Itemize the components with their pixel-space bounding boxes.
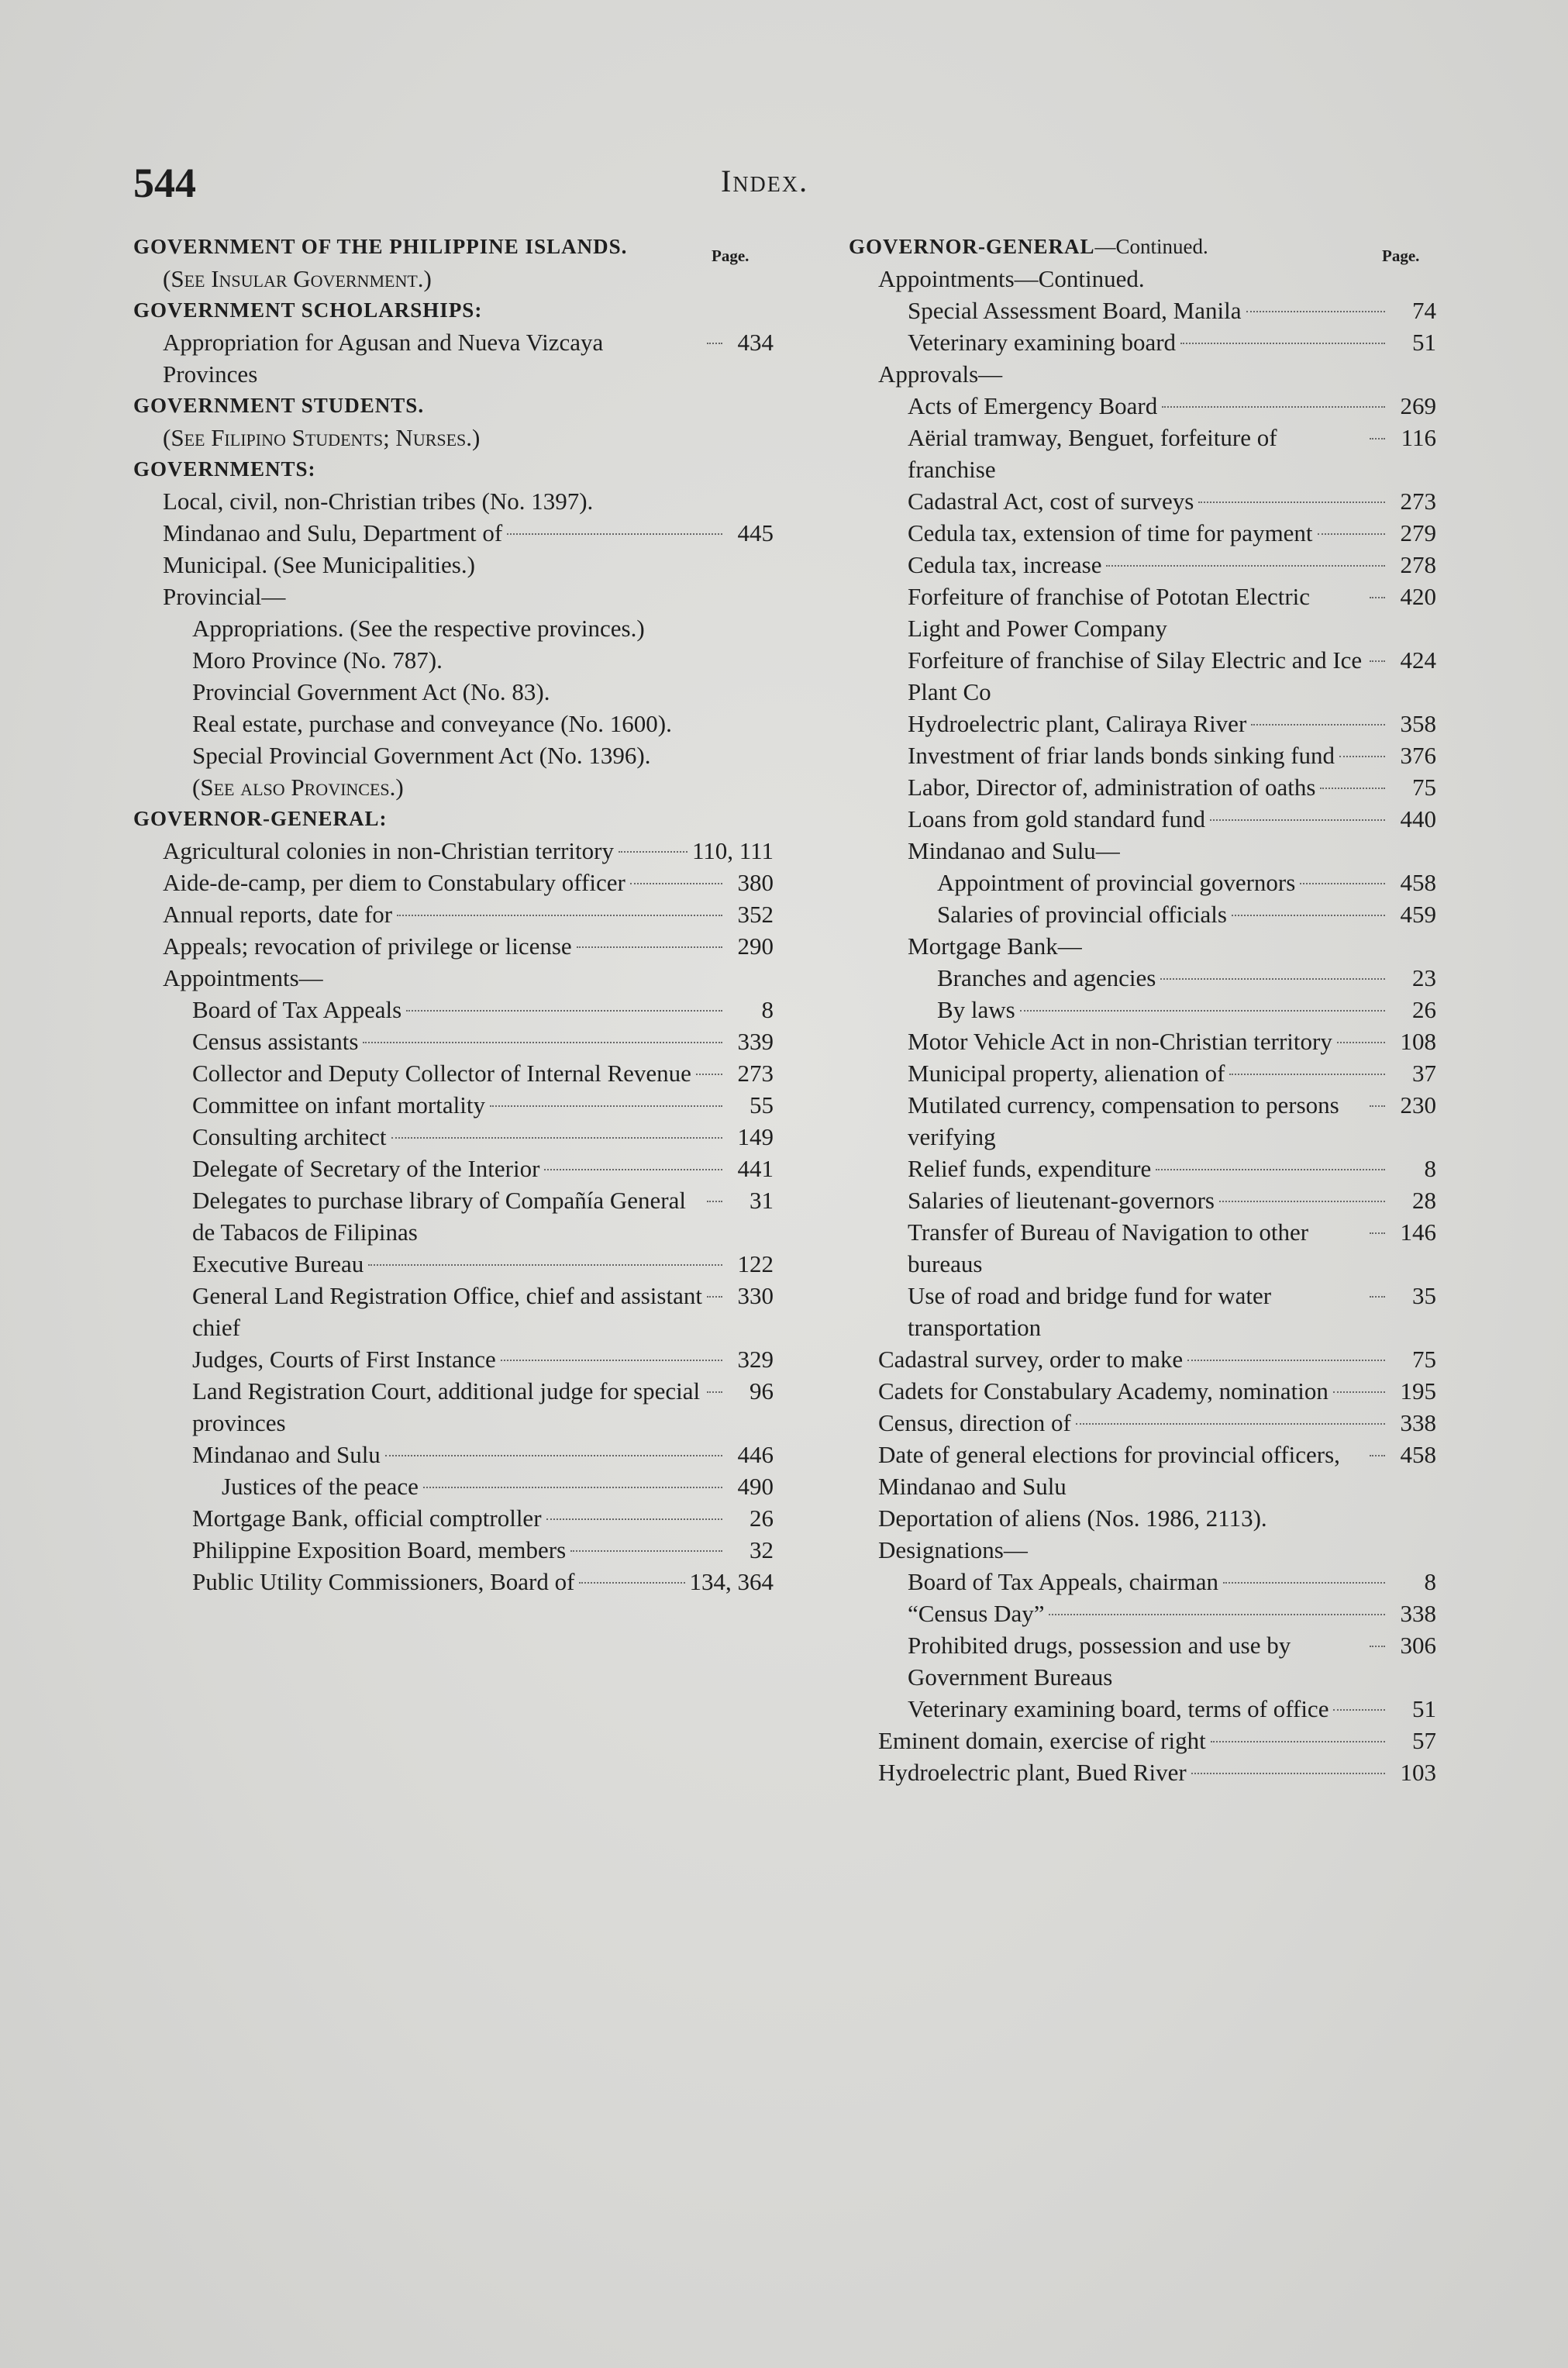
index-entry bbox=[133, 1121, 774, 1153]
dot-leader bbox=[1370, 1455, 1385, 1456]
page-ref: 51 bbox=[1412, 329, 1436, 356]
dot-leader bbox=[1162, 406, 1385, 408]
page-ref: 440 bbox=[1400, 805, 1436, 832]
entry-text: Mindanao and Sulu, Department of bbox=[163, 519, 503, 546]
dot-leader bbox=[1370, 1296, 1385, 1298]
page-ref: 273 bbox=[1400, 488, 1436, 515]
index-entry bbox=[849, 295, 1436, 326]
page-ref: 279 bbox=[1400, 519, 1436, 546]
page-ref: 338 bbox=[1400, 1409, 1436, 1436]
dot-leader bbox=[707, 343, 722, 344]
index-entry bbox=[133, 771, 774, 803]
page-number: 544 bbox=[133, 160, 196, 206]
page-ref: 55 bbox=[750, 1091, 774, 1119]
entry-text: Census assistants bbox=[192, 1028, 359, 1055]
page-ref: 420 bbox=[1400, 583, 1436, 610]
dot-leader bbox=[1246, 311, 1386, 312]
index-entry bbox=[849, 1756, 1436, 1788]
dot-leader bbox=[363, 1042, 722, 1043]
index-entry bbox=[849, 231, 1436, 263]
dot-leader bbox=[1333, 1709, 1385, 1711]
entry-text: Real estate, purchase and conveyance (No. 1600). bbox=[192, 710, 672, 737]
entry-text: Forfeiture of franchise of Pototan Electric Light and Power Company bbox=[908, 583, 1311, 642]
entry-text: Aide-de-camp, per diem to Constabulary officer bbox=[163, 869, 625, 896]
entry-text: Cadastral Act, cost of surveys bbox=[908, 488, 1194, 515]
index-entry bbox=[133, 803, 774, 835]
entry-text: “Census Day” bbox=[908, 1600, 1045, 1627]
index-entry bbox=[133, 1280, 774, 1343]
index-entry bbox=[133, 1025, 774, 1057]
entry-text: Delegates to purchase library of Compañía General de Tabacos de Filipinas bbox=[192, 1187, 686, 1246]
page-ref: 31 bbox=[750, 1187, 774, 1214]
entry-text: Loans from gold standard fund bbox=[908, 805, 1205, 832]
index-entry bbox=[849, 1566, 1436, 1598]
dot-leader bbox=[707, 1391, 722, 1393]
entry-text: Deportation of aliens (Nos. 1986, 2113). bbox=[878, 1505, 1267, 1532]
dot-leader bbox=[577, 946, 722, 948]
index-entry bbox=[849, 867, 1436, 898]
entry-text: Forfeiture of franchise of Silay Electric and Ice Plant Co bbox=[908, 646, 1363, 705]
page-ref: 8 bbox=[1424, 1568, 1436, 1595]
page-ref: 23 bbox=[1412, 964, 1436, 991]
entry-text: Committee on infant mortality bbox=[192, 1091, 485, 1119]
entry-text: Agricultural colonies in non-Christian territory bbox=[163, 837, 614, 864]
entry-text: Motor Vehicle Act in non-Christian territory bbox=[908, 1028, 1332, 1055]
right-column bbox=[849, 231, 1436, 1788]
index-entry bbox=[849, 1153, 1436, 1184]
entry-text: Delegate of Secretary of the Interior bbox=[192, 1155, 540, 1182]
entry-text: Public Utility Commissioners, Board of bbox=[192, 1568, 575, 1595]
entry-text: Judges, Courts of First Instance bbox=[192, 1346, 496, 1373]
page-ref: 96 bbox=[750, 1377, 774, 1405]
dot-leader bbox=[1187, 1360, 1385, 1361]
index-entry bbox=[133, 326, 774, 390]
index-entry bbox=[849, 771, 1436, 803]
dot-leader bbox=[1180, 343, 1385, 344]
entry-text: Veterinary examining board, terms of office bbox=[908, 1695, 1329, 1722]
entry-text: GOVERNMENT OF THE PHILIPPINE ISLANDS. bbox=[133, 235, 628, 258]
entry-text: Relief funds, expenditure bbox=[908, 1155, 1152, 1182]
dot-leader bbox=[1370, 660, 1385, 662]
right-page-label: Page. bbox=[1382, 246, 1420, 265]
entry-text: GOVERNOR-GENERAL: bbox=[133, 807, 388, 830]
index-entry bbox=[133, 930, 774, 962]
dot-leader bbox=[1210, 819, 1385, 821]
dot-leader bbox=[1251, 724, 1385, 726]
entry-text: Provincial— bbox=[163, 583, 286, 610]
index-entry bbox=[849, 1343, 1436, 1375]
entry-text: Board of Tax Appeals bbox=[192, 996, 402, 1023]
entry-text: Cedula tax, extension of time for payment bbox=[908, 519, 1313, 546]
dot-leader bbox=[1191, 1773, 1385, 1774]
entry-text: Prohibited drugs, possession and use by Government Bureaus bbox=[908, 1632, 1291, 1691]
index-entry bbox=[133, 1153, 774, 1184]
dot-leader bbox=[1198, 502, 1385, 503]
dot-leader bbox=[1160, 978, 1385, 980]
entry-text: Salaries of provincial officials bbox=[937, 901, 1227, 928]
index-entry bbox=[849, 1407, 1436, 1439]
left-column bbox=[133, 231, 774, 1598]
index-entry bbox=[133, 962, 774, 994]
index-entry bbox=[849, 1025, 1436, 1057]
index-entry bbox=[849, 930, 1436, 962]
entry-continued: —Continued. bbox=[1094, 235, 1208, 258]
entry-text: (See Filipino Students; Nurses.) bbox=[163, 424, 481, 451]
page-ref: 103 bbox=[1400, 1759, 1436, 1786]
page-ref: 122 bbox=[737, 1250, 774, 1277]
index-entry bbox=[133, 549, 774, 581]
entry-text: Special Provincial Government Act (No. 1396). bbox=[192, 742, 651, 769]
index-entry bbox=[849, 898, 1436, 930]
page-ref: 458 bbox=[1400, 869, 1436, 896]
index-entry bbox=[133, 867, 774, 898]
index-entry bbox=[849, 962, 1436, 994]
page-ref: 330 bbox=[737, 1282, 774, 1309]
page-ref: 358 bbox=[1400, 710, 1436, 737]
dot-leader bbox=[501, 1360, 722, 1361]
page-ref: 26 bbox=[1412, 996, 1436, 1023]
page-ref: 134, 364 bbox=[689, 1568, 774, 1595]
page-ref: 273 bbox=[737, 1060, 774, 1087]
index-entry bbox=[133, 739, 774, 771]
index-entry bbox=[133, 676, 774, 708]
index-entry bbox=[849, 1534, 1436, 1566]
index-entry bbox=[849, 1629, 1436, 1693]
dot-leader bbox=[1370, 597, 1385, 598]
page-ref: 75 bbox=[1412, 774, 1436, 801]
index-entry bbox=[849, 1693, 1436, 1725]
page-ref: 57 bbox=[1412, 1727, 1436, 1754]
dot-leader bbox=[1339, 756, 1385, 757]
index-entry bbox=[849, 517, 1436, 549]
entry-text: Mortgage Bank— bbox=[908, 932, 1082, 960]
page-ref: 278 bbox=[1400, 551, 1436, 578]
page-ref: 434 bbox=[737, 329, 774, 356]
page-ref: 8 bbox=[761, 996, 774, 1023]
index-entry bbox=[849, 1439, 1436, 1502]
entry-text: Appointment of provincial governors bbox=[937, 869, 1296, 896]
entry-text: Cadets for Constabulary Academy, nomination bbox=[878, 1377, 1328, 1405]
dot-leader bbox=[1320, 788, 1385, 789]
entry-text: Appropriations. (See the respective provinces.) bbox=[192, 615, 645, 642]
index-entry bbox=[133, 1248, 774, 1280]
index-entry bbox=[133, 453, 774, 485]
index-entry bbox=[133, 581, 774, 612]
entry-text: Veterinary examining board bbox=[908, 329, 1177, 356]
dot-leader bbox=[630, 883, 722, 884]
entry-text: Branches and agencies bbox=[937, 964, 1156, 991]
dot-leader bbox=[385, 1455, 722, 1456]
entry-text: Cedula tax, increase bbox=[908, 551, 1102, 578]
entry-text: Land Registration Court, additional judge for special provinces bbox=[192, 1377, 701, 1436]
index-entry bbox=[849, 1598, 1436, 1629]
entry-text: Special Assessment Board, Manila bbox=[908, 297, 1242, 324]
index-entry bbox=[849, 708, 1436, 739]
page-ref: 75 bbox=[1412, 1346, 1436, 1373]
dot-leader bbox=[1370, 1646, 1385, 1647]
page-ref: 269 bbox=[1400, 392, 1436, 419]
page-ref: 445 bbox=[737, 519, 774, 546]
index-entry bbox=[133, 485, 774, 517]
dot-leader bbox=[507, 533, 722, 535]
page-ref: 74 bbox=[1412, 297, 1436, 324]
page-ref: 230 bbox=[1400, 1091, 1436, 1119]
dot-leader bbox=[707, 1201, 722, 1202]
index-entry bbox=[133, 708, 774, 739]
dot-leader bbox=[391, 1137, 722, 1139]
entry-text: Date of general elections for provincial officers, Mindanao and Sulu bbox=[878, 1441, 1340, 1500]
entry-text: Moro Province (No. 787). bbox=[192, 646, 443, 674]
dot-leader bbox=[1232, 915, 1385, 916]
index-entry bbox=[849, 1057, 1436, 1089]
entry-text: GOVERNMENT STUDENTS. bbox=[133, 394, 425, 417]
entry-text: Designations— bbox=[878, 1536, 1028, 1563]
dot-leader bbox=[696, 1074, 722, 1075]
page-ref: 51 bbox=[1412, 1695, 1436, 1722]
page-ref: 306 bbox=[1400, 1632, 1436, 1659]
entry-text: Cadastral survey, order to make bbox=[878, 1346, 1184, 1373]
entry-text: Appeals; revocation of privilege or license bbox=[163, 932, 572, 960]
index-entry bbox=[849, 1375, 1436, 1407]
dot-leader bbox=[1223, 1582, 1385, 1584]
index-entry bbox=[133, 644, 774, 676]
page-ref: 195 bbox=[1400, 1377, 1436, 1405]
entry-text: Appointments—Continued. bbox=[878, 265, 1145, 292]
index-entry bbox=[849, 549, 1436, 581]
dot-leader bbox=[1229, 1074, 1385, 1075]
page-ref: 28 bbox=[1412, 1187, 1436, 1214]
dot-leader bbox=[1076, 1423, 1385, 1425]
left-page-label: Page. bbox=[712, 246, 750, 265]
page-ref: 424 bbox=[1400, 646, 1436, 674]
index-entry bbox=[849, 994, 1436, 1025]
entry-text: Acts of Emergency Board bbox=[908, 392, 1158, 419]
index-entry bbox=[133, 1502, 774, 1534]
page-ref: 459 bbox=[1400, 901, 1436, 928]
dot-leader bbox=[1337, 1042, 1385, 1043]
entry-text: Mutilated currency, compensation to persons verifying bbox=[908, 1091, 1339, 1150]
index-entry bbox=[849, 422, 1436, 485]
dot-leader bbox=[546, 1518, 722, 1520]
dot-leader bbox=[579, 1582, 684, 1584]
dot-leader bbox=[1106, 565, 1385, 567]
page-ref: 380 bbox=[737, 869, 774, 896]
dot-leader bbox=[1020, 1010, 1385, 1012]
index-entry bbox=[133, 422, 774, 453]
page-ref: 35 bbox=[1412, 1282, 1436, 1309]
index-entry bbox=[133, 898, 774, 930]
dot-leader bbox=[707, 1296, 722, 1298]
entry-text: Justices of the peace bbox=[222, 1473, 419, 1500]
entry-text: Board of Tax Appeals, chairman bbox=[908, 1568, 1219, 1595]
page-ref: 37 bbox=[1412, 1060, 1436, 1087]
index-entry bbox=[849, 644, 1436, 708]
index-entry bbox=[849, 485, 1436, 517]
dot-leader bbox=[570, 1550, 722, 1552]
page-ref: 146 bbox=[1400, 1218, 1436, 1246]
index-entry bbox=[849, 835, 1436, 867]
dot-leader bbox=[619, 851, 688, 853]
page-ref: 490 bbox=[737, 1473, 774, 1500]
entry-text: Aërial tramway, Benguet, forfeiture of franchise bbox=[908, 424, 1277, 483]
index-entry bbox=[133, 612, 774, 644]
index-entry bbox=[133, 1057, 774, 1089]
entry-text: Census, direction of bbox=[878, 1409, 1071, 1436]
page-ref: 8 bbox=[1424, 1155, 1436, 1182]
page-ref: 329 bbox=[737, 1346, 774, 1373]
dot-leader bbox=[368, 1264, 722, 1266]
dot-leader bbox=[490, 1105, 722, 1107]
index-entry bbox=[133, 263, 774, 295]
entry-text: Mindanao and Sulu— bbox=[908, 837, 1120, 864]
page-ref: 116 bbox=[1401, 424, 1436, 451]
index-entry bbox=[133, 994, 774, 1025]
page-ref: 32 bbox=[750, 1536, 774, 1563]
entry-text: (See Insular Government.) bbox=[163, 265, 432, 292]
page-ref: 110, 111 bbox=[691, 837, 774, 864]
index-entry bbox=[849, 739, 1436, 771]
index-entry bbox=[133, 1566, 774, 1598]
index-entry bbox=[849, 803, 1436, 835]
dot-leader bbox=[1333, 1391, 1385, 1393]
index-entry bbox=[133, 1470, 774, 1502]
entry-text bbox=[849, 231, 1208, 263]
index-entry bbox=[133, 390, 774, 422]
entry-text: Eminent domain, exercise of right bbox=[878, 1727, 1206, 1754]
entry-text: Hydroelectric plant, Bued River bbox=[878, 1759, 1187, 1786]
index-entry bbox=[133, 295, 774, 326]
entry-text: (See also Provinces.) bbox=[192, 774, 404, 801]
page-ref: 376 bbox=[1400, 742, 1436, 769]
entry-text: General Land Registration Office, chief and assistant chief bbox=[192, 1282, 702, 1341]
page-ref: 339 bbox=[737, 1028, 774, 1055]
entry-text: GOVERNMENTS: bbox=[133, 457, 316, 481]
dot-leader bbox=[1318, 533, 1385, 535]
index-entry bbox=[133, 835, 774, 867]
index-entry bbox=[133, 1375, 774, 1439]
entry-text: Mindanao and Sulu bbox=[192, 1441, 381, 1468]
entry-text: Use of road and bridge fund for water transportation bbox=[908, 1282, 1272, 1341]
entry-text: Appointments— bbox=[163, 964, 323, 991]
page-ref: 26 bbox=[750, 1505, 774, 1532]
entry-text: By laws bbox=[937, 996, 1015, 1023]
entry-text: Consulting architect bbox=[192, 1123, 387, 1150]
dot-leader bbox=[397, 915, 722, 916]
index-entry bbox=[133, 1534, 774, 1566]
page-ref: 290 bbox=[737, 932, 774, 960]
entry-text: Investment of friar lands bonds sinking fund bbox=[908, 742, 1335, 769]
dot-leader bbox=[1370, 1105, 1385, 1107]
dot-leader bbox=[1370, 438, 1385, 439]
entry-text: Executive Bureau bbox=[192, 1250, 364, 1277]
page-ref: 441 bbox=[737, 1155, 774, 1182]
dot-leader bbox=[1156, 1169, 1385, 1170]
index-entry bbox=[133, 231, 774, 263]
index-entry bbox=[133, 1184, 774, 1248]
index-entry bbox=[133, 1343, 774, 1375]
entry-heading: GOVERNOR-GENERAL bbox=[849, 235, 1095, 258]
index-entry bbox=[849, 1216, 1436, 1280]
entry-text: Annual reports, date for bbox=[163, 901, 393, 928]
entry-text: Mortgage Bank, official comptroller bbox=[192, 1505, 542, 1532]
index-entry bbox=[133, 1089, 774, 1121]
entry-text: Transfer of Bureau of Navigation to other bureaus bbox=[908, 1218, 1309, 1277]
entry-text: Hydroelectric plant, Caliraya River bbox=[908, 710, 1247, 737]
dot-leader bbox=[423, 1487, 722, 1488]
dot-leader bbox=[1219, 1201, 1385, 1202]
dot-leader bbox=[406, 1010, 722, 1012]
running-head: Index. bbox=[721, 164, 809, 198]
index-entry bbox=[849, 1089, 1436, 1153]
index-entry bbox=[133, 517, 774, 549]
page-ref: 352 bbox=[737, 901, 774, 928]
entry-text: Municipal. (See Municipalities.) bbox=[163, 551, 475, 578]
entry-text: Philippine Exposition Board, members bbox=[192, 1536, 567, 1563]
dot-leader bbox=[1370, 1232, 1385, 1234]
index-entry bbox=[849, 581, 1436, 644]
entry-text: Local, civil, non-Christian tribes (No. 1397). bbox=[163, 488, 594, 515]
entry-text: Salaries of lieutenant-governors bbox=[908, 1187, 1215, 1214]
page-ref: 149 bbox=[737, 1123, 774, 1150]
dot-leader bbox=[544, 1169, 722, 1170]
page-ref: 458 bbox=[1400, 1441, 1436, 1468]
dot-leader bbox=[1211, 1741, 1385, 1742]
entry-text: Collector and Deputy Collector of Internal Revenue bbox=[192, 1060, 691, 1087]
page-ref: 446 bbox=[737, 1441, 774, 1468]
index-entry bbox=[849, 1184, 1436, 1216]
index-entry bbox=[849, 263, 1436, 295]
index-entry bbox=[849, 1502, 1436, 1534]
entry-text: Appropriation for Agusan and Nueva Vizcaya Provinces bbox=[163, 329, 604, 388]
index-entry bbox=[849, 358, 1436, 390]
entry-text: GOVERNMENT SCHOLARSHIPS: bbox=[133, 298, 483, 322]
entry-text: Provincial Government Act (No. 83). bbox=[192, 678, 550, 705]
dot-leader bbox=[1300, 883, 1385, 884]
index-entry bbox=[849, 1280, 1436, 1343]
dot-leader bbox=[1049, 1614, 1385, 1615]
page-ref: 108 bbox=[1400, 1028, 1436, 1055]
index-entry bbox=[849, 326, 1436, 358]
entry-text: Approvals— bbox=[878, 360, 1003, 388]
index-entry bbox=[849, 1725, 1436, 1756]
entry-text: Municipal property, alienation of bbox=[908, 1060, 1225, 1087]
entry-text: Labor, Director of, administration of oaths bbox=[908, 774, 1316, 801]
index-entry bbox=[133, 1439, 774, 1470]
page-ref: 338 bbox=[1400, 1600, 1436, 1627]
index-entry bbox=[849, 390, 1436, 422]
